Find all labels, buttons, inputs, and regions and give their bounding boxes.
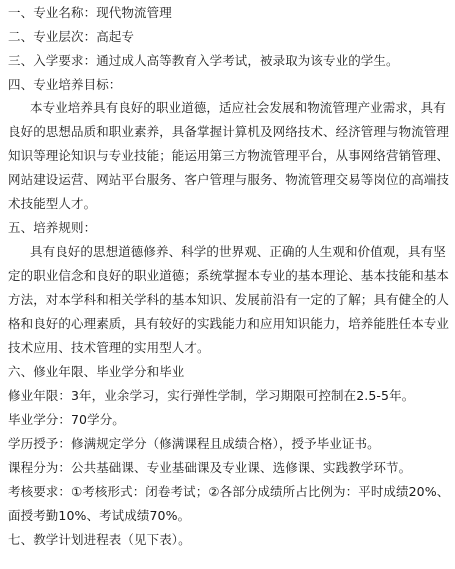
training-rules-line-1: 具有良好的思想道德修养、科学的世界观、正确的人生观和价值观，具有坚 — [30, 245, 446, 259]
training-goal-heading: 四、专业培养目标： — [8, 78, 122, 92]
training-goal-line-5: 术技能型人才。 — [8, 197, 97, 211]
study-heading: 六、修业年限、毕业学分和毕业 — [8, 365, 185, 379]
training-goal-line-2: 良好的思想品质和职业素养，具备掌握计算机及网络技术、经济管理与物流管理 — [8, 125, 449, 139]
training-rules-line-4: 格和良好的心理素质，具有较好的实践能力和应用知识能力，培养能胜任本专业 — [8, 317, 449, 331]
course-categories-line: 课程分为：公共基础课、专业基础课及专业课、选修课、实践教学环节。 — [8, 461, 412, 475]
training-rules-heading: 五、培养规则： — [8, 221, 97, 235]
assessment-requirements-line-2: 面授考勤10%、考试成绩70%。 — [8, 509, 191, 523]
admission-requirement-line: 三、入学要求：通过成人高等教育入学考试，被录取为该专业的学生。 — [8, 54, 399, 68]
teaching-plan-heading: 七、教学计划进程表（见下表）。 — [8, 533, 191, 547]
assessment-requirements-line-1: 考核要求：①考核形式：闭卷考试；②各部分成绩所占比例为：平时成绩20%、 — [8, 485, 449, 499]
training-rules-line-3: 方法，对本学科和相关学科的基本知识、发展前沿有一定的了解；具有健全的人 — [8, 293, 449, 307]
graduation-credits-line: 毕业学分：70学分。 — [8, 413, 125, 427]
training-goal-line-1: 本专业培养具有良好的职业道德，适应社会发展和物流管理产业需求，具有 — [30, 101, 446, 115]
training-rules-line-5: 技术应用、技术管理的实用型人才。 — [8, 341, 210, 355]
degree-conferred-line: 学历授予：修满规定学分（修满课程且成绩合格），授予毕业证书。 — [8, 437, 380, 451]
study-duration-line: 修业年限：3年，业余学习，实行弹性学制，学习期限可控制在2.5-5年。 — [8, 389, 415, 403]
program-name-line: 一、专业名称：现代物流管理 — [8, 6, 172, 20]
training-goal-line-4: 网站建设运营、网站平台服务、客户管理与服务、物流管理交易等岗位的高端技 — [8, 173, 449, 187]
training-rules-line-2: 定的职业信念和良好的职业道德；系统掌握本专业的基本理论、基本技能和基本 — [8, 269, 449, 283]
program-level-line: 二、专业层次：高起专 — [8, 30, 135, 44]
training-goal-line-3: 知识等理论知识与专业技能；能运用第三方物流管理平台，从事网络营销管理、 — [8, 149, 449, 163]
